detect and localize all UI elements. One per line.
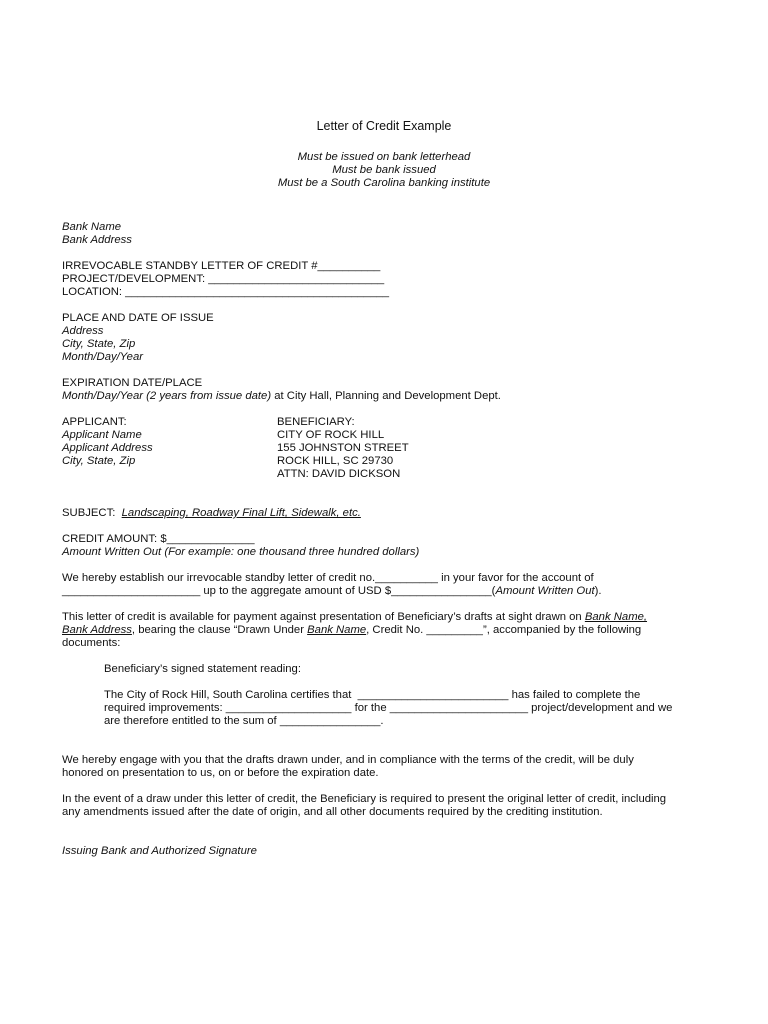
subject-value: Landscaping, Roadway Final Lift, Sidewalk, etc. xyxy=(121,507,361,519)
para4-line2: any amendments issued after the date of origin, and all other documents required by the crediting institution. xyxy=(62,806,603,818)
subject-label: SUBJECT: xyxy=(62,507,122,519)
para3-line2: honored on presentation to us, on or before the expiration date. xyxy=(62,767,379,779)
applicant-city: City, State, Zip xyxy=(62,455,136,467)
para2-bank-name: Bank Name, xyxy=(584,611,648,623)
applicant-name: Applicant Name xyxy=(62,429,142,441)
page-title: Letter of Credit Example xyxy=(316,119,452,133)
beneficiary-city: ROCK HILL, SC 29730 xyxy=(277,455,394,467)
para1-line2-a: ______________________ up to the aggregate amount of USD $________________( xyxy=(62,585,496,597)
para2-bank-address: Bank Address xyxy=(62,624,132,636)
expiration-line xyxy=(62,390,501,403)
para2-line2-b: , Credit No. _________”, accompanied by the following xyxy=(366,624,642,636)
statement-heading: Beneficiary’s signed statement reading: xyxy=(104,663,301,675)
project-field: PROJECT/DEVELOPMENT: ____________________________ xyxy=(62,273,385,285)
standby-field: IRREVOCABLE STANDBY LETTER OF CREDIT #__________ xyxy=(62,260,381,272)
statement-line1: The City of Rock Hill, South Carolina certifies that ________________________ has failed to complete the xyxy=(104,689,641,701)
issue-date: Month/Day/Year xyxy=(62,351,144,363)
statement-line3: are therefore entitled to the sum of ________________. xyxy=(104,715,384,727)
issue-city: City, State, Zip xyxy=(62,338,136,350)
para1-amount-written: Amount Written Out xyxy=(495,585,595,597)
beneficiary-street: 155 JOHNSTON STREET xyxy=(277,442,409,454)
para2-line2-a: , bearing the clause “Drawn Under xyxy=(131,624,308,636)
applicant-heading: APPLICANT: xyxy=(62,416,127,428)
credit-written: Amount Written Out (For example: one thousand three hundred dollars) xyxy=(62,546,420,558)
para2-line3: documents: xyxy=(62,637,121,649)
para4-line1: In the event of a draw under this letter of credit, the Beneficiary is required to present the original letter of credit, including xyxy=(62,793,667,805)
bank-name: Bank Name xyxy=(62,221,122,233)
para2-line2 xyxy=(62,624,641,637)
expiration-heading: EXPIRATION DATE/PLACE xyxy=(62,377,203,389)
issue-address: Address xyxy=(62,325,104,337)
para2-bank-name-2: Bank Name xyxy=(307,624,367,636)
bank-address: Bank Address xyxy=(62,234,132,246)
para1-line2 xyxy=(62,585,602,598)
signature-line: Issuing Bank and Authorized Signature xyxy=(62,845,257,857)
beneficiary-name: CITY OF ROCK HILL xyxy=(277,429,385,441)
note-sc-bank: Must be a South Carolina banking institute xyxy=(277,177,491,189)
statement-line2: required improvements: ____________________ for the ______________________ project/development and we xyxy=(104,702,673,714)
location-field: LOCATION: __________________________________________ xyxy=(62,286,390,298)
para2-line1 xyxy=(62,611,647,624)
para1-line2-b: ). xyxy=(594,585,602,597)
note-letterhead: Must be issued on bank letterhead xyxy=(297,151,471,163)
expiration-place: at City Hall, Planning and Development Dept. xyxy=(271,390,501,402)
note-bank-issued: Must be bank issued xyxy=(332,164,436,176)
para3-line1: We hereby engage with you that the drafts drawn under, and in compliance with the terms of the credit, will be duly xyxy=(62,754,634,766)
para1-line1: We hereby establish our irrevocable standby letter of credit no.__________ in your favor for the account of xyxy=(62,572,594,584)
credit-amount: CREDIT AMOUNT: $______________ xyxy=(62,533,255,545)
expiration-date: Month/Day/Year (2 years from issue date) xyxy=(62,390,272,402)
para2-line1-a: This letter of credit is available for payment against presentation of Beneficiary’s drafts at sight drawn on xyxy=(62,611,585,623)
subject-line xyxy=(62,507,361,520)
issue-heading: PLACE AND DATE OF ISSUE xyxy=(62,312,214,324)
beneficiary-attn: ATTN: DAVID DICKSON xyxy=(277,468,401,480)
beneficiary-heading: BENEFICIARY: xyxy=(277,416,355,428)
applicant-address: Applicant Address xyxy=(62,442,153,454)
